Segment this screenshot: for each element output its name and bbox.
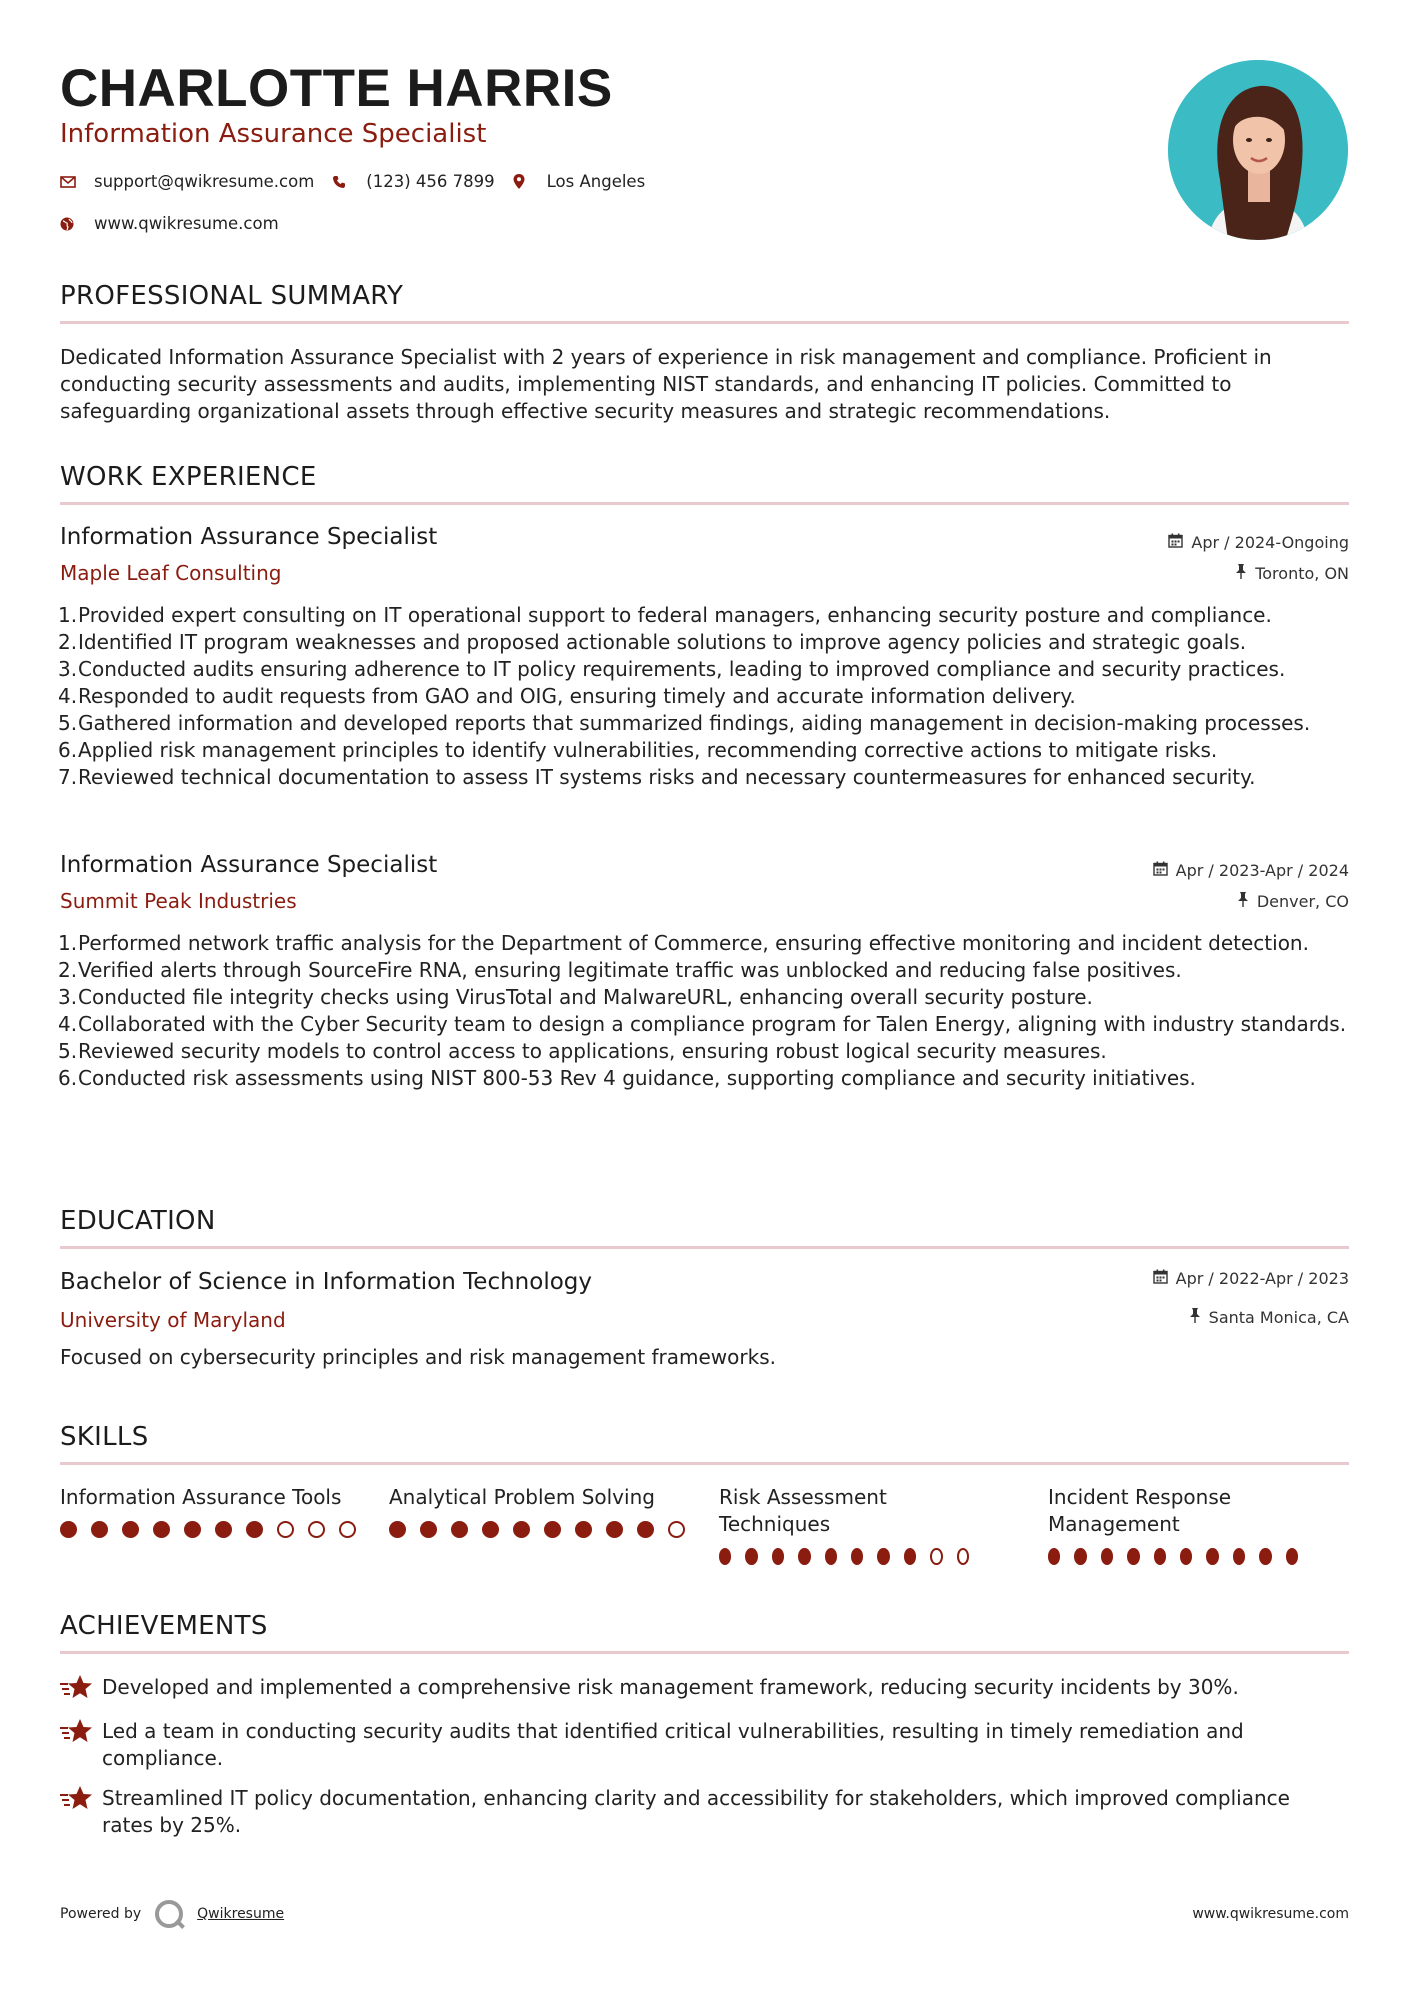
skill-item bbox=[719, 1484, 969, 1565]
skill-rating bbox=[1048, 1548, 1298, 1565]
contact-phone[interactable] bbox=[332, 172, 494, 191]
rating-dot-filled bbox=[1180, 1548, 1192, 1565]
skill-item bbox=[389, 1484, 689, 1538]
school-name: University of Maryland bbox=[60, 1308, 286, 1332]
achievement-item bbox=[60, 1785, 1350, 1839]
list-item: Reviewed security models to control access to applications, ensuring robust logical security measures. bbox=[78, 1039, 1107, 1063]
candidate-name: CHARLOTTE HARRIS bbox=[60, 59, 613, 118]
skill-rating bbox=[719, 1548, 969, 1565]
rating-dot-filled bbox=[215, 1521, 232, 1538]
list-item: Collaborated with the Cyber Security team to design a compliance program for Talen Energy, aligning with industry standards. bbox=[78, 1012, 1347, 1036]
list-item: Responded to audit requests from GAO and OIG, ensuring timely and accurate information delivery. bbox=[78, 684, 1076, 708]
achievement-text: Led a team in conducting security audits that identified critical vulnerabilities, resulting in timely remediation and compliance. bbox=[102, 1719, 1244, 1770]
education-dates bbox=[1153, 1269, 1349, 1288]
envelope-icon bbox=[60, 176, 82, 188]
rating-dot-filled bbox=[798, 1548, 810, 1565]
rating-dot-filled bbox=[482, 1521, 499, 1538]
star-icon bbox=[60, 1785, 102, 1839]
job-title: Information Assurance Specialist bbox=[60, 852, 438, 878]
push-pin-icon bbox=[1237, 892, 1249, 911]
rating-dot-filled bbox=[851, 1548, 863, 1565]
contact-website[interactable] bbox=[60, 214, 279, 233]
education-location-text: Santa Monica, CA bbox=[1208, 1308, 1349, 1327]
calendar-icon bbox=[1153, 1269, 1168, 1288]
list-item: Verified alerts through SourceFire RNA, ensuring legitimate traffic was unblocked and reducing false positives. bbox=[78, 958, 1182, 982]
rating-dot-filled bbox=[184, 1521, 201, 1538]
website-row bbox=[60, 214, 297, 233]
globe-icon bbox=[60, 217, 82, 231]
education-heading: EDUCATION bbox=[60, 1206, 216, 1236]
skills-heading: SKILLS bbox=[60, 1422, 149, 1452]
rating-dot-empty bbox=[957, 1548, 969, 1565]
contact-email[interactable] bbox=[60, 172, 314, 191]
contact-location bbox=[513, 172, 646, 191]
phone-icon bbox=[332, 175, 354, 189]
job-dates bbox=[1153, 861, 1349, 880]
calendar-icon bbox=[1153, 861, 1168, 880]
rating-dot-filled bbox=[91, 1521, 108, 1538]
rating-dot-filled bbox=[606, 1521, 623, 1538]
skill-item bbox=[60, 1484, 360, 1538]
job-location-text: Denver, CO bbox=[1256, 892, 1349, 911]
star-icon bbox=[60, 1674, 102, 1706]
education-divider bbox=[60, 1246, 1349, 1249]
rating-dot-filled bbox=[246, 1521, 263, 1538]
job-dates-text: Apr / 2024-Ongoing bbox=[1191, 533, 1349, 552]
rating-dot-filled bbox=[719, 1548, 731, 1565]
job-title: Information Assurance Specialist bbox=[60, 524, 438, 550]
rating-dot-filled bbox=[877, 1548, 889, 1565]
achievements-divider bbox=[60, 1651, 1349, 1654]
rating-dot-filled bbox=[575, 1521, 592, 1538]
skills-divider bbox=[60, 1462, 1349, 1465]
list-item: Applied risk management principles to identify vulnerabilities, recommending corrective actions to mitigate risks. bbox=[78, 738, 1218, 762]
job-location-text: Toronto, ON bbox=[1255, 564, 1349, 583]
portrait-illustration bbox=[1168, 60, 1348, 240]
achievements-heading: ACHIEVEMENTS bbox=[60, 1611, 268, 1641]
rating-dot-empty bbox=[668, 1521, 685, 1538]
rating-dot-filled bbox=[1154, 1548, 1166, 1565]
summary-text: Dedicated Information Assurance Specialist with 2 years of experience in risk management and compliance. Proficient in conducting security assessments and audits, implementing NIST standards, and enhancing IT policies. Committed to safeguarding organizational assets through effective security measures and strategic recommendations. bbox=[60, 345, 1272, 423]
push-pin-icon bbox=[1235, 564, 1247, 583]
skill-rating bbox=[60, 1521, 360, 1538]
powered-by-label: Powered by bbox=[60, 1906, 142, 1922]
rating-dot-filled bbox=[1101, 1548, 1113, 1565]
rating-dot-filled bbox=[637, 1521, 654, 1538]
rating-dot-filled bbox=[1048, 1548, 1060, 1565]
job-bullets bbox=[60, 930, 1350, 1092]
list-item: Provided expert consulting on IT operational support to federal managers, enhancing security posture and compliance. bbox=[78, 603, 1272, 627]
education-description: Focused on cybersecurity principles and risk management frameworks. bbox=[60, 1345, 776, 1369]
rating-dot-filled bbox=[153, 1521, 170, 1538]
list-item: Conducted risk assessments using NIST 800-53 Rev 4 guidance, supporting compliance and security initiatives. bbox=[78, 1066, 1196, 1090]
rating-dot-filled bbox=[60, 1521, 77, 1538]
profile-photo bbox=[1168, 60, 1348, 240]
job-dates-text: Apr / 2023-Apr / 2024 bbox=[1175, 861, 1349, 880]
list-item: Conducted audits ensuring adherence to IT policy requirements, leading to improved compliance and security practices. bbox=[78, 657, 1286, 681]
rating-dot-filled bbox=[825, 1548, 837, 1565]
qwikresume-logo-icon bbox=[155, 1900, 183, 1928]
rating-dot-empty bbox=[308, 1521, 325, 1538]
achievement-text: Developed and implemented a comprehensive risk management framework, reducing security incidents by 30%. bbox=[102, 1675, 1239, 1699]
education-dates-text: Apr / 2022-Apr / 2023 bbox=[1175, 1269, 1349, 1288]
rating-dot-filled bbox=[1259, 1548, 1271, 1565]
achievement-item bbox=[60, 1718, 1350, 1772]
skill-name: Analytical Problem Solving bbox=[389, 1485, 655, 1509]
rating-dot-filled bbox=[1074, 1548, 1086, 1565]
rating-dot-empty bbox=[277, 1521, 294, 1538]
list-item: Reviewed technical documentation to assess IT systems risks and necessary countermeasures for enhanced security. bbox=[78, 765, 1256, 789]
achievement-item bbox=[60, 1674, 1350, 1706]
summary-divider bbox=[60, 321, 1349, 324]
rating-dot-filled bbox=[772, 1548, 784, 1565]
rating-dot-filled bbox=[122, 1521, 139, 1538]
footer-website[interactable]: www.qwikresume.com bbox=[1192, 1906, 1349, 1922]
achievement-text: Streamlined IT policy documentation, enhancing clarity and accessibility for stakeholders, which improved compliance rates by 25%. bbox=[102, 1786, 1290, 1837]
rating-dot-filled bbox=[513, 1521, 530, 1538]
job-company: Summit Peak Industries bbox=[60, 889, 297, 913]
job-location bbox=[1235, 564, 1349, 583]
email-text: support@qwikresume.com bbox=[94, 172, 315, 191]
footer-powered-by bbox=[60, 1900, 284, 1928]
list-item: Identified IT program weaknesses and proposed actionable solutions to improve agency policies and strategic goals. bbox=[78, 630, 1247, 654]
experience-divider bbox=[60, 502, 1349, 505]
location-text: Los Angeles bbox=[546, 172, 646, 191]
rating-dot-filled bbox=[904, 1548, 916, 1565]
summary-heading: PROFESSIONAL SUMMARY bbox=[60, 281, 404, 311]
rating-dot-filled bbox=[1206, 1548, 1218, 1565]
candidate-role: Information Assurance Specialist bbox=[60, 119, 487, 149]
skill-rating bbox=[389, 1521, 689, 1538]
rating-dot-filled bbox=[389, 1521, 406, 1538]
rating-dot-filled bbox=[1286, 1548, 1298, 1565]
list-item: Gathered information and developed reports that summarized findings, aiding management in decision-making processes. bbox=[78, 711, 1311, 735]
skill-name: Incident Response Management bbox=[1048, 1485, 1232, 1536]
list-item: Conducted file integrity checks using VirusTotal and MalwareURL, enhancing overall security posture. bbox=[78, 985, 1093, 1009]
job-location bbox=[1237, 892, 1349, 911]
brand-link[interactable]: Qwikresume bbox=[197, 1906, 285, 1922]
rating-dot-filled bbox=[1127, 1548, 1139, 1565]
rating-dot-filled bbox=[745, 1548, 757, 1565]
star-icon bbox=[60, 1718, 102, 1772]
rating-dot-empty bbox=[339, 1521, 356, 1538]
job-bullets bbox=[60, 602, 1350, 791]
rating-dot-filled bbox=[420, 1521, 437, 1538]
rating-dot-filled bbox=[544, 1521, 561, 1538]
rating-dot-empty bbox=[930, 1548, 942, 1565]
experience-heading: WORK EXPERIENCE bbox=[60, 462, 317, 492]
job-dates bbox=[1168, 533, 1349, 552]
job-company: Maple Leaf Consulting bbox=[60, 561, 282, 585]
education-location bbox=[1189, 1308, 1349, 1327]
list-item: Performed network traffic analysis for the Department of Commerce, ensuring effective monitoring and incident detection. bbox=[78, 931, 1309, 955]
calendar-icon bbox=[1168, 533, 1183, 552]
skill-name: Risk Assessment Techniques bbox=[719, 1485, 887, 1536]
contact-row bbox=[60, 172, 663, 191]
skill-item bbox=[1048, 1484, 1298, 1565]
push-pin-icon bbox=[1189, 1308, 1201, 1327]
skill-name: Information Assurance Tools bbox=[60, 1485, 342, 1509]
map-pin-icon bbox=[513, 174, 535, 189]
degree-title: Bachelor of Science in Information Technology bbox=[60, 1269, 592, 1295]
phone-text: (123) 456 7899 bbox=[366, 172, 495, 191]
rating-dot-filled bbox=[451, 1521, 468, 1538]
website-text: www.qwikresume.com bbox=[94, 214, 279, 233]
rating-dot-filled bbox=[1233, 1548, 1245, 1565]
